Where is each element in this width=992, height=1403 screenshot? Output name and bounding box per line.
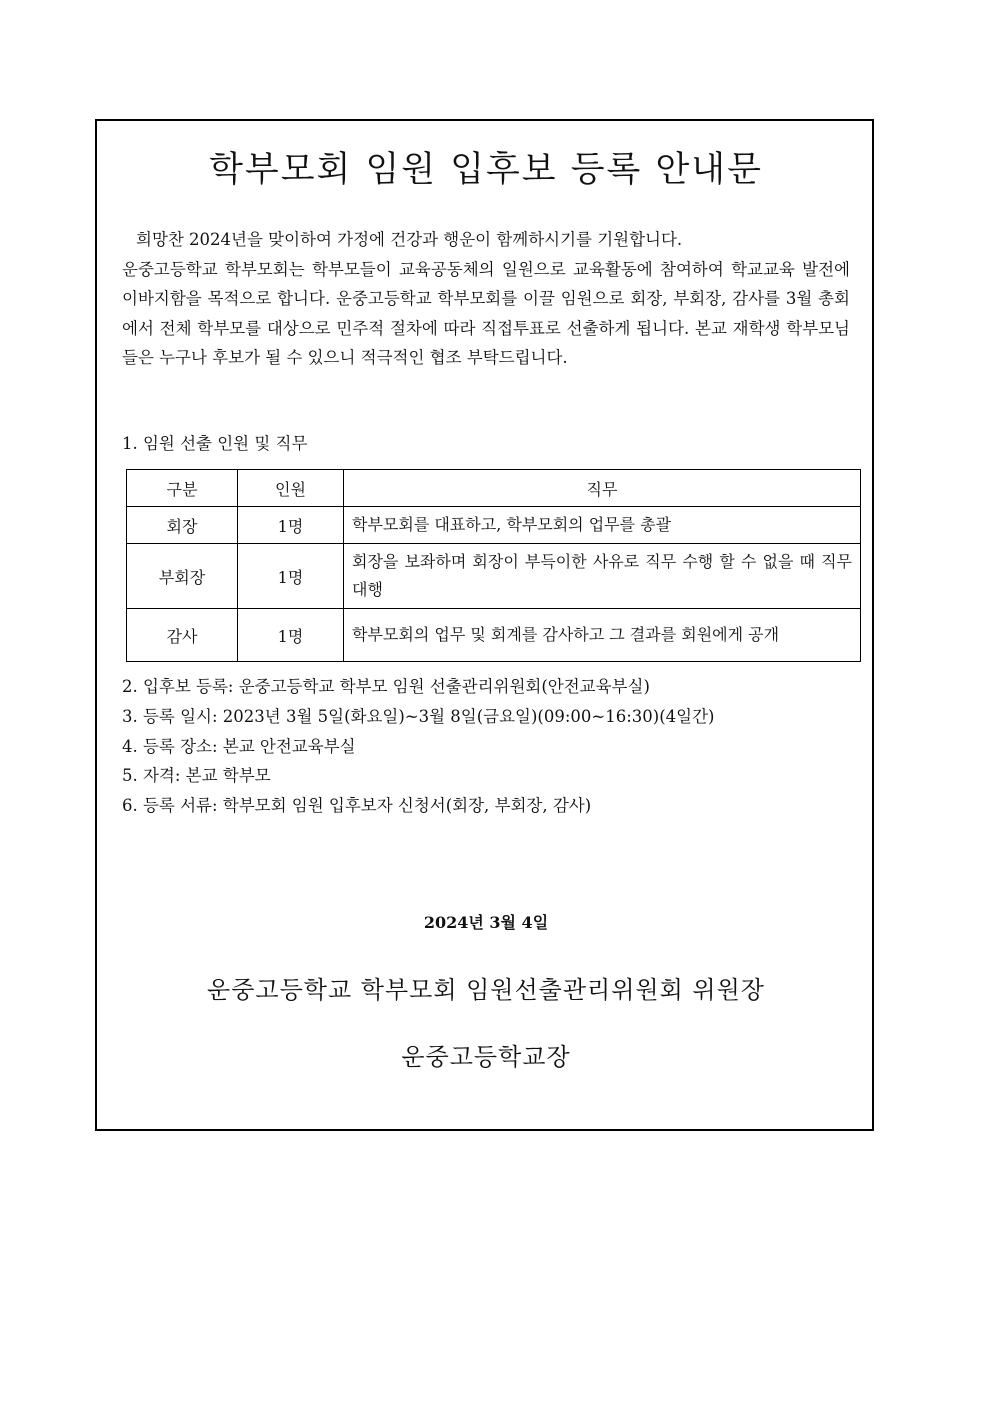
table-row bbox=[127, 544, 861, 609]
role-cell: 회장 bbox=[127, 507, 238, 544]
count-cell: 1명 bbox=[238, 609, 344, 662]
count-cell: 1명 bbox=[238, 507, 344, 544]
document-title: 학부모회 임원 입후보 등록 안내문 bbox=[209, 150, 763, 190]
role-cell: 감사 bbox=[127, 609, 238, 662]
duty-cell: 회장을 보좌하며 회장이 부득이한 사유로 직무 수행 할 수 없을 때 직무대행 bbox=[344, 544, 861, 609]
role-cell: 부회장 bbox=[127, 544, 238, 609]
count-cell: 1명 bbox=[238, 544, 344, 609]
issue-date: 2024년 3월 4일 bbox=[423, 913, 549, 932]
intro-greeting: 희망찬 2024년을 맞이하여 가정에 건강과 행운이 함께하시기를 기원합니다. bbox=[136, 230, 683, 249]
list-item: 4. 등록 장소: 본교 안전교육부실 bbox=[122, 736, 356, 756]
section-heading-officers: 1. 임원 선출 인원 및 직무 bbox=[122, 434, 308, 453]
header-role: 구분 bbox=[127, 470, 238, 507]
principal-signature: 운중고등학교장 bbox=[401, 1043, 571, 1071]
header-duty: 직무 bbox=[344, 470, 861, 507]
list-item: 2. 입후보 등록: 운중고등학교 학부모 임원 선출관리위원회(안전교육부실) bbox=[122, 677, 650, 696]
table-row bbox=[127, 609, 861, 662]
list-item: 3. 등록 일시: 2023년 3월 5일(화요일)~3월 8일(금요일)(09:00~16:30)(4일간) bbox=[122, 706, 715, 726]
duty-cell: 학부모회의 업무 및 회계를 감사하고 그 결과를 회원에게 공개 bbox=[344, 609, 861, 662]
table-row bbox=[127, 507, 861, 544]
list-item: 6. 등록 서류: 학부모회 임원 입후보자 신청서(회장, 부회장, 감사) bbox=[122, 796, 592, 816]
registration-details bbox=[122, 672, 714, 821]
intro-paragraph bbox=[122, 225, 850, 373]
header-count: 인원 bbox=[238, 470, 344, 507]
list-item: 5. 자격: 본교 학부모 bbox=[122, 766, 271, 786]
intro-body: 운중고등학교 학부모회는 학부모들이 교육공동체의 일원으로 교육활동에 참여하여 학교교육 발전에 이바지함을 목적으로 합니다. 운중고등학교 학부모회를 이끌 임원으로 회장, 부회장, 감사를 3월 총회에서 전체 학부모를 대상으로 민주적 절차에 따라 직접투표로 선출하게 됩니다. 본교 재학생 학부모님들은 누구나 후보가 될 수 있으니 적극적인 협조 부탁드립니다. bbox=[122, 259, 850, 368]
committee-signature: 운중고등학교 학부모회 임원선출관리위원회 위원장 bbox=[207, 976, 765, 1004]
officer-duty-table bbox=[126, 469, 861, 662]
duty-cell: 학부모회를 대표하고, 학부모회의 업무를 총괄 bbox=[344, 507, 861, 544]
